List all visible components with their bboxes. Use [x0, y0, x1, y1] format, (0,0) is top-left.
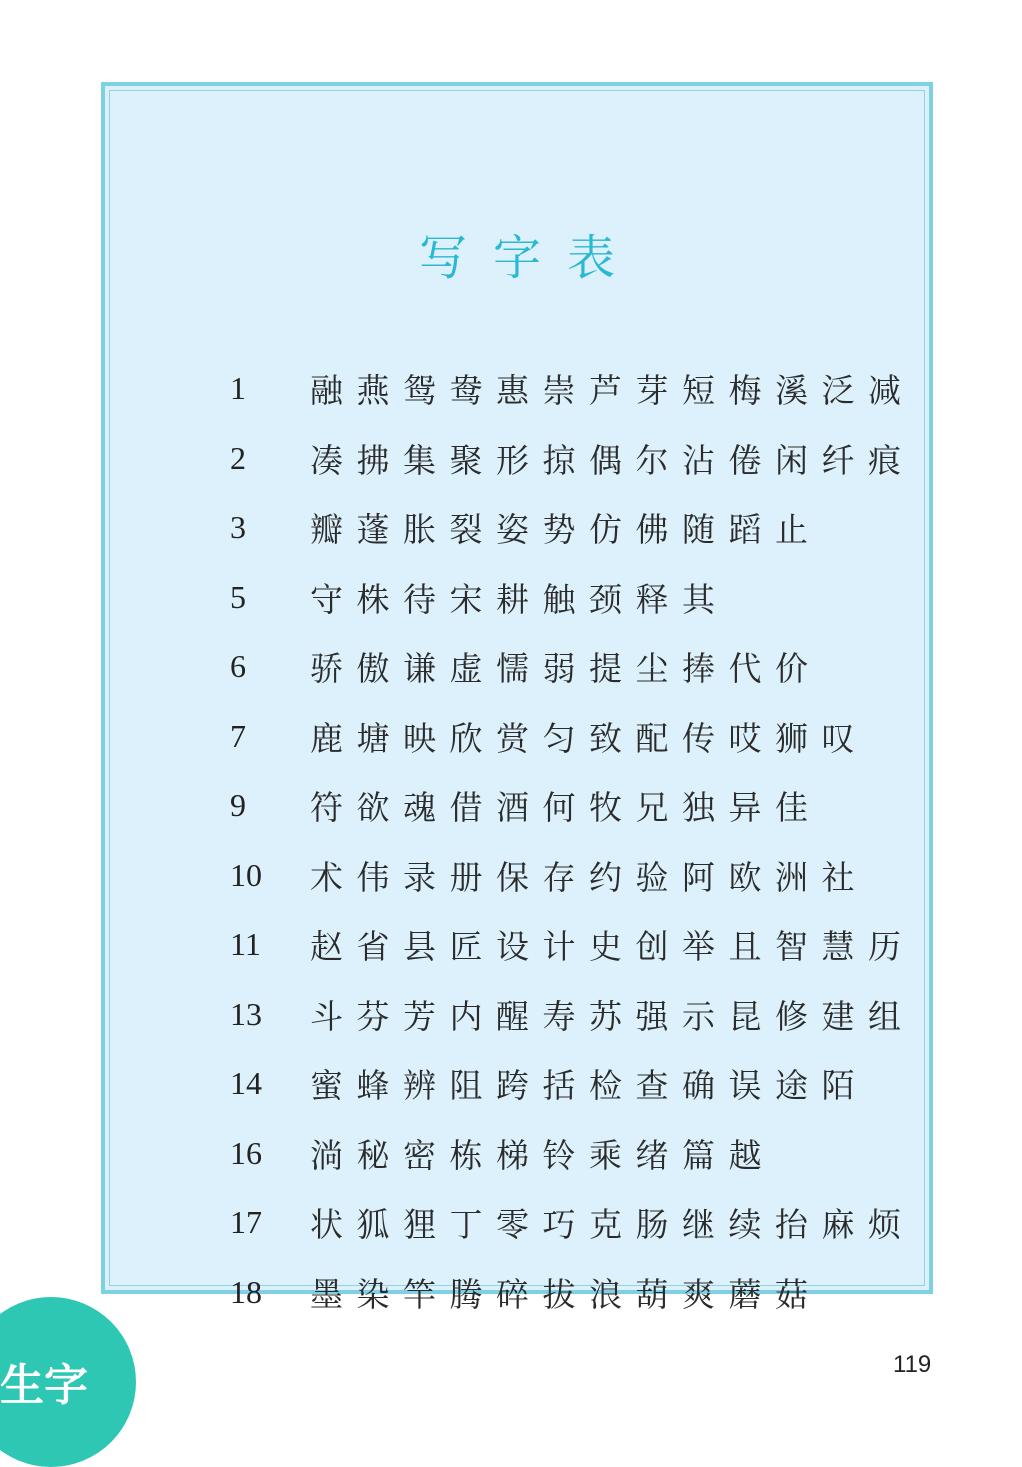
- lesson-number: 7: [230, 717, 246, 754]
- table-row: [230, 354, 915, 424]
- table-row: [230, 910, 915, 980]
- lesson-number: 9: [230, 787, 246, 824]
- page-number: 119: [893, 1351, 932, 1378]
- table-row: [230, 980, 915, 1050]
- page-title: 写字表: [418, 230, 641, 286]
- section-tab-label: 生字: [0, 1360, 88, 1411]
- table-row: [230, 1188, 915, 1258]
- lesson-characters: 符欲魂借酒何牧兄独异佳: [310, 788, 822, 828]
- table-row: [230, 1119, 915, 1189]
- lesson-number: 17: [230, 1204, 262, 1241]
- lesson-number: 14: [230, 1065, 262, 1102]
- lesson-number: 11: [230, 926, 261, 963]
- lesson-number: 5: [230, 578, 246, 615]
- table-row: [230, 632, 915, 702]
- lesson-characters: 守株待宋耕触颈释其: [310, 579, 729, 619]
- table-row: [230, 1049, 915, 1119]
- lesson-characters: 赵省县匠设计史创举且智慧历: [310, 927, 915, 967]
- table-row: [230, 493, 915, 563]
- lesson-characters: 瓣蓬胀裂姿势仿佛随蹈止: [310, 510, 822, 550]
- lesson-number: 6: [230, 648, 246, 685]
- lesson-number: 13: [230, 995, 262, 1032]
- table-row: [230, 563, 915, 633]
- lesson-characters: 术伟录册保存约验阿欧洲社: [310, 857, 868, 897]
- lesson-number: 18: [230, 1273, 262, 1310]
- table-row: [230, 424, 915, 494]
- lesson-characters: 骄傲谦虚懦弱提尘捧代价: [310, 649, 822, 689]
- lesson-characters: 蜜蜂辨阻跨括检查确误途陌: [310, 1066, 868, 1106]
- table-row: [230, 771, 915, 841]
- lesson-characters: 鹿塘映欣赏匀致配传哎狮叹: [310, 718, 868, 758]
- table-row: [230, 841, 915, 911]
- lesson-number: 1: [230, 370, 246, 407]
- lesson-characters: 融燕鸳鸯惠崇芦芽短梅溪泛减: [310, 371, 915, 411]
- lesson-characters: 墨染竿腾碎拔浪葫爽蘑菇: [310, 1274, 822, 1314]
- table-row: [230, 1258, 915, 1328]
- lesson-number: 2: [230, 439, 246, 476]
- lesson-characters: 斗芬芳内醒寿苏强示昆修建组: [310, 996, 915, 1036]
- character-table-panel: [101, 82, 933, 1314]
- lesson-number: 10: [230, 856, 262, 893]
- table-row: [230, 702, 915, 772]
- character-rows: [230, 354, 915, 1327]
- lesson-characters: 状狐狸丁零巧克肠继续抬麻烦: [310, 1205, 915, 1245]
- lesson-number: 3: [230, 509, 246, 546]
- lesson-characters: 淌秘密栋梯铃乘绪篇越: [310, 1135, 775, 1175]
- lesson-number: 16: [230, 1134, 262, 1171]
- lesson-characters: 凑拂集聚形掠偶尔沾倦闲纤痕: [310, 440, 915, 480]
- section-tab[interactable]: [0, 1297, 136, 1467]
